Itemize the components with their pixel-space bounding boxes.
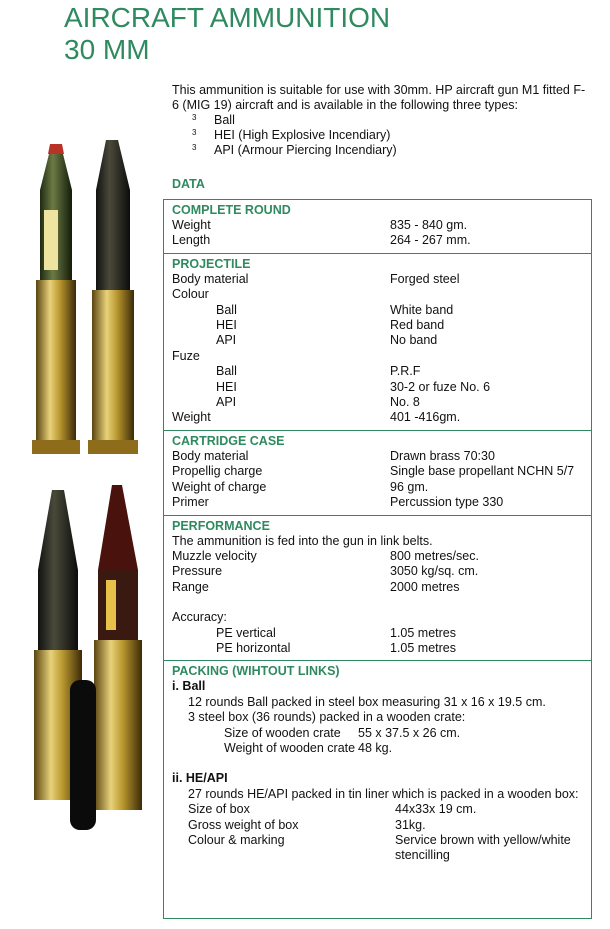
bullet-marker: 3 <box>192 128 197 137</box>
row-label: Weight of charge <box>172 479 267 494</box>
row-label: API <box>216 333 237 348</box>
row-label: Ball <box>216 364 237 379</box>
row-label: Length <box>172 233 211 248</box>
type-hei: HEI (High Explosive Incendiary) <box>214 128 391 142</box>
row-value: 401 -416gm. <box>390 410 461 425</box>
table-row <box>172 410 591 425</box>
round-1 <box>32 144 80 454</box>
row-label: HEI <box>216 318 237 333</box>
packing-ball-label: i. Ball <box>172 679 206 694</box>
table-row <box>172 464 591 479</box>
row-label: Muzzle velocity <box>172 548 257 563</box>
table-row <box>172 272 591 287</box>
link-belt <box>70 680 96 830</box>
table-row <box>172 580 591 595</box>
table-row <box>172 303 591 318</box>
row-value: P.R.F <box>390 364 421 379</box>
row-value: 1.05 metres <box>390 640 457 655</box>
row-value: 1.05 metres <box>390 625 457 640</box>
packing-section <box>164 661 591 867</box>
row-value: 48 kg. <box>358 740 393 755</box>
type-ball: Ball <box>214 113 235 127</box>
row-value: 800 metres/sec. <box>390 548 479 563</box>
row-label: Primer <box>172 495 209 510</box>
complete-round-section <box>164 200 591 254</box>
row-label: PE horizontal <box>216 640 291 655</box>
row-label: Body material <box>172 271 249 286</box>
row-value: Single base propellant NCHN 5/7 <box>390 464 575 479</box>
row-label: Pressure <box>172 564 223 579</box>
table-row <box>172 726 591 741</box>
section-heading: PERFORMANCE <box>172 518 270 533</box>
packing-heapi-label: ii. HE/API <box>172 771 228 786</box>
data-heading: DATA <box>172 177 205 191</box>
table-row <box>172 333 591 348</box>
table-row <box>172 395 591 410</box>
row-value: 44x33x 19 cm. <box>395 802 477 817</box>
table-row <box>172 480 591 495</box>
table-row <box>172 364 591 379</box>
row-label: Propellig charge <box>172 464 263 479</box>
round-2 <box>88 140 138 454</box>
row-value: 31kg. <box>395 817 426 832</box>
row-value: 55 x 37.5 x 26 cm. <box>358 725 461 740</box>
row-label: Weight of wooden crate <box>224 740 356 755</box>
row-value: Percussion type 330 <box>390 495 504 510</box>
row-value: Forged steel <box>390 271 460 286</box>
row-label: Weight <box>172 218 211 232</box>
row-value: 3050 kg/sq. cm. <box>390 564 479 579</box>
page-title <box>64 2 390 66</box>
intro-text: This ammunition is suitable for use with 30mm. HP aircraft gun M1 fitted F-6 (MIG 19) aircraft and is available in the following three types: <box>172 83 586 112</box>
table-row <box>172 641 591 656</box>
table-row <box>172 626 591 641</box>
packing-ball-line1: 12 rounds Ball packed in steel box measuring 31 x 16 x 19.5 cm. <box>188 694 546 709</box>
table-row <box>172 380 591 395</box>
section-heading: PROJECTILE <box>172 256 251 271</box>
row-label: Colour & marking <box>188 833 285 847</box>
list-item <box>172 143 592 158</box>
title-line1: AIRCRAFT AMMUNITION <box>64 2 391 33</box>
row-label: API <box>216 395 237 410</box>
table-row <box>172 318 591 333</box>
types-list <box>172 113 592 158</box>
row-value: 2000 metres <box>390 579 460 594</box>
intro <box>172 83 592 158</box>
row-label: Size of box <box>188 802 250 817</box>
row-label: Size of wooden crate <box>224 725 341 740</box>
table-row <box>172 349 591 364</box>
section-heading: CARTRIDGE CASE <box>172 433 285 448</box>
table-row <box>172 802 591 817</box>
list-item <box>172 113 592 128</box>
list-item <box>172 128 592 143</box>
projectile-section <box>164 254 591 431</box>
row-label: Ball <box>216 302 237 317</box>
row-label: Fuze <box>172 348 200 363</box>
row-value: Service brown with yellow/white stencilling <box>395 833 571 863</box>
table-row <box>172 564 591 579</box>
row-value: 835 - 840 gm. <box>390 218 468 232</box>
row-value: 30-2 or fuze No. 6 <box>390 379 491 394</box>
bullet-marker: 3 <box>192 113 197 122</box>
cartridge-case-section <box>164 431 591 516</box>
row-value: No band <box>390 333 438 348</box>
section-heading: PACKING (WIHTOUT LINKS) <box>172 664 340 679</box>
row-label: PE vertical <box>216 625 276 640</box>
table-row <box>172 449 591 464</box>
row-label: Colour <box>172 287 209 302</box>
section-heading: COMPLETE ROUND <box>172 203 291 217</box>
table-row <box>172 495 591 510</box>
row-value: Drawn brass 70:30 <box>390 448 495 463</box>
performance-section <box>164 516 591 662</box>
table-row <box>172 741 591 756</box>
round-4 <box>94 485 142 810</box>
performance-note: The ammunition is fed into the gun in link belts. <box>172 533 433 548</box>
row-label: Gross weight of box <box>188 817 299 832</box>
table-row <box>172 549 591 564</box>
table-row <box>172 818 591 833</box>
row-value: 96 gm. <box>390 479 429 494</box>
row-label: Body material <box>172 448 249 463</box>
table-row <box>172 218 591 233</box>
accuracy-label: Accuracy: <box>172 610 227 625</box>
row-value: Red band <box>390 318 445 333</box>
row-value: White band <box>390 302 454 317</box>
bullet-marker: 3 <box>192 143 197 152</box>
row-label: HEI <box>216 379 237 394</box>
packing-heapi-text: 27 rounds HE/API packed in tin liner which is packed in a wooden box: <box>188 786 579 801</box>
table-row <box>172 233 591 248</box>
title-line2: 30 MM <box>64 34 150 65</box>
table-row <box>172 287 591 302</box>
type-api: API (Armour Piercing Incendiary) <box>214 143 397 157</box>
row-value: No. 8 <box>390 395 420 410</box>
row-label: Weight <box>172 410 211 425</box>
ammunition-photo <box>20 140 170 840</box>
row-value: 264 - 267 mm. <box>390 233 471 248</box>
row-label: Range <box>172 579 209 594</box>
packing-ball-line2: 3 steel box (36 rounds) packed in a wooden crate: <box>188 710 466 725</box>
data-table <box>163 199 592 919</box>
table-row <box>172 833 591 864</box>
